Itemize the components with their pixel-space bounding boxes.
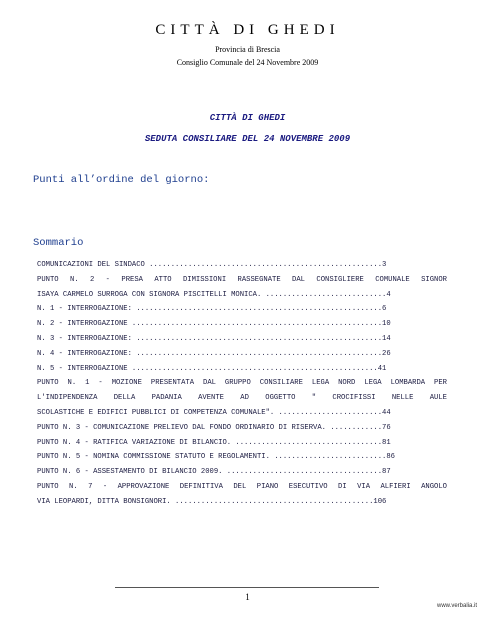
toc-entry[interactable]: PUNTO N. 1 - MOZIONE PRESENTATA DAL GRUPPO CONSILIARE LEGA NORD LEGA LOMBARDA PER <box>37 379 447 388</box>
toc-entry[interactable]: SCOLASTICHE E EDIFICI PUBBLICI DI COMPETENZA COMUNALE". ........................44 <box>37 408 391 417</box>
summary-heading: Sommario <box>33 237 84 249</box>
toc-entry[interactable]: N. 4 - INTERROGAZIONE: .........................................................26 <box>37 349 391 358</box>
toc-entry[interactable]: L'INDIPENDENZA DELLA PADANIA AVENTE AD OGGETTO " CROCIFISSI NELLE AULE <box>37 394 447 403</box>
province-line: Provincia di Brescia <box>215 45 280 54</box>
agenda-heading: Punti all’ordine del giorno: <box>33 174 210 186</box>
doc-city-heading: CITTÀ DI GHEDI <box>209 113 286 123</box>
session-heading: SEDUTA CONSILIARE DEL 24 NOVEMBRE 2009 <box>144 134 351 144</box>
toc-entry[interactable]: VIA LEOPARDI, DITTA BONSIGNORI. ..............................................106 <box>37 497 387 506</box>
toc-entry[interactable]: PUNTO N. 3 - COMUNICAZIONE PRELIEVO DAL FONDO ORDINARIO DI RISERVA. ............76 <box>37 423 391 432</box>
footer-divider <box>115 587 379 588</box>
toc-entry[interactable]: COMUNICAZIONI DEL SINDACO ......................................................3 <box>37 261 387 269</box>
brand-watermark: www.verbalia.it <box>436 603 477 609</box>
toc-entry[interactable]: PUNTO N. 7 - APPROVAZIONE DEFINITIVA DEL PIANO ESECUTIVO DI VIA ALFIERI ANGOLO <box>37 482 447 491</box>
page-number: 1 <box>245 592 250 602</box>
toc-entry[interactable]: PUNTO N. 4 - RATIFICA VARIAZIONE DI BILANCIO. ..................................81 <box>37 438 391 447</box>
toc-entry[interactable]: PUNTO N. 5 - NOMINA COMMISSIONE STATUTO E REGOLAMENTI. ..........................86 <box>37 453 395 462</box>
toc-entry[interactable]: N. 2 - INTERROGAZIONE ..........................................................10 <box>37 320 391 329</box>
city-title: CITTÀ DI GHEDI <box>155 22 340 38</box>
toc-entry[interactable]: N. 3 - INTERROGAZIONE: .........................................................14 <box>37 334 391 343</box>
toc-entry[interactable]: PUNTO N. 2 - PRESA ATTO DIMISSIONI RASSEGNATE DAL CONSIGLIERE COMUNALE SIGNOR <box>37 275 447 284</box>
table-of-contents <box>37 258 447 510</box>
council-date-line: Consiglio Comunale del 24 Novembre 2009 <box>176 58 319 67</box>
toc-entry[interactable]: N. 1 - INTERROGAZIONE: .........................................................6 <box>37 305 387 314</box>
toc-entry[interactable]: PUNTO N. 6 - ASSESTAMENTO DI BILANCIO 2009. ....................................87 <box>37 468 391 477</box>
toc-entry[interactable]: N. 5 - INTERROGAZIONE .........................................................41 <box>37 364 387 373</box>
toc-entry[interactable]: ISAYA CARMELO SURROGA CON SIGNORA PISCITELLI MONICA. ............................4 <box>37 290 391 299</box>
